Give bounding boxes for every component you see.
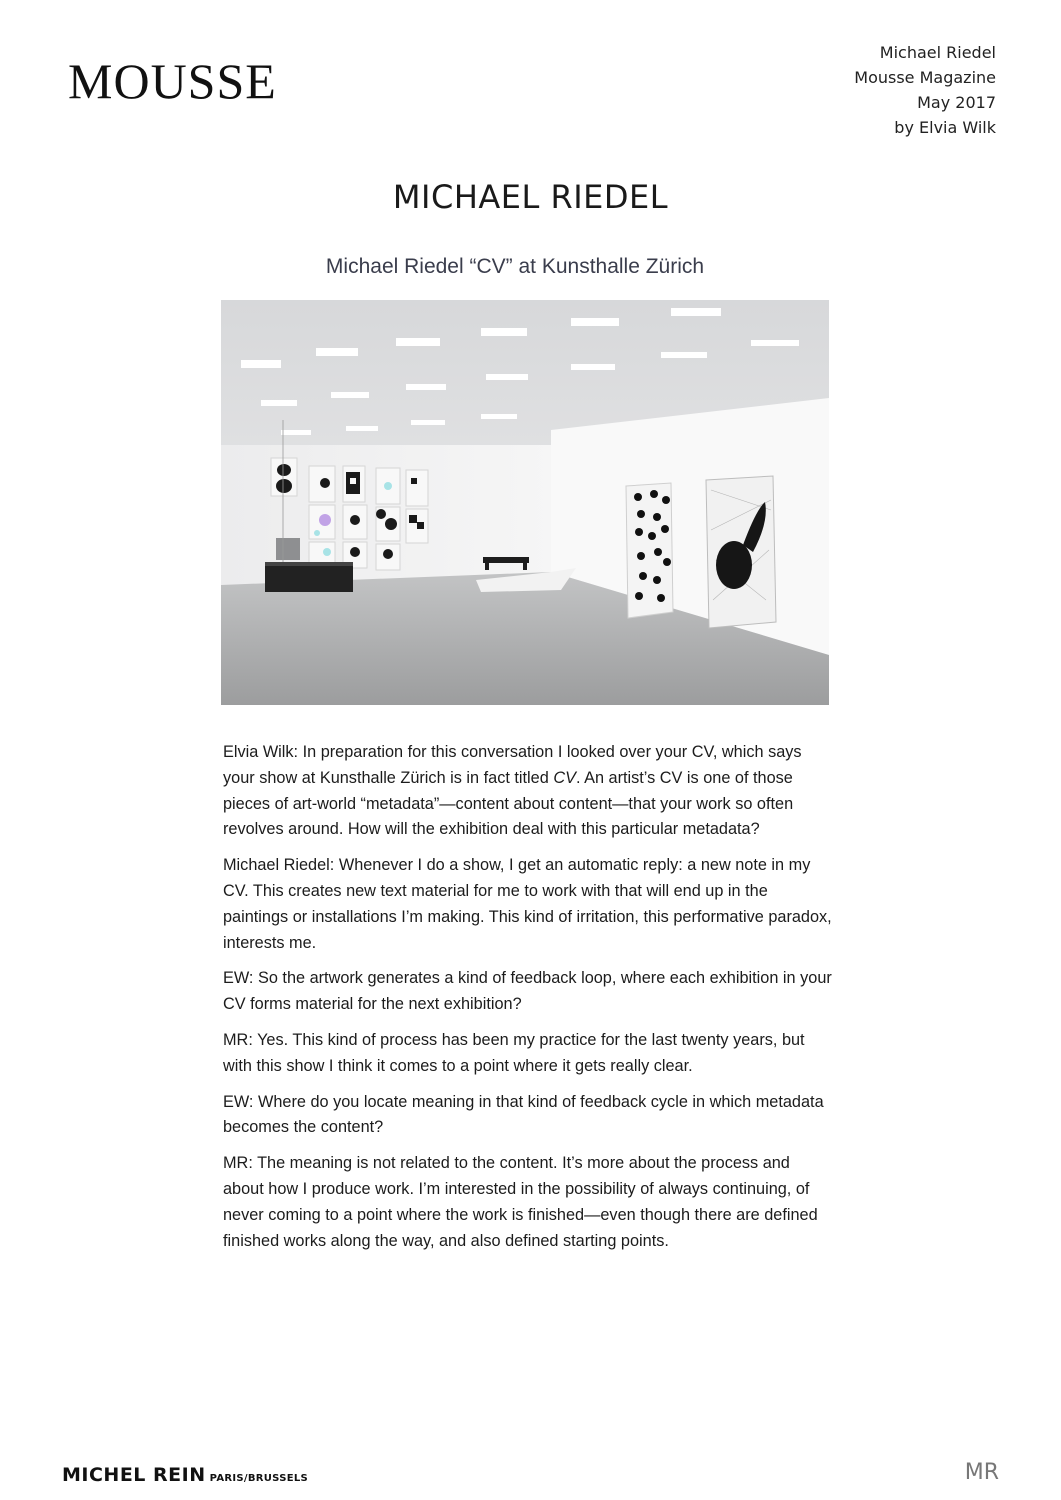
interview-body: [223, 740, 833, 1264]
gallery-footer: [62, 1464, 308, 1486]
credit-artist: Michael Riedel: [879, 43, 996, 62]
paragraph-answer-3: MR: The meaning is not related to the content. It’s more about the process and about how I produce work. I’m interested in the possibility of always continuing, of never coming to a point where the work is finished—even though there are defined finished works along the way, and also defined starting points.: [223, 1154, 818, 1250]
credit-date: May 2017: [917, 93, 996, 112]
credit-publication: Mousse Magazine: [854, 68, 996, 87]
paragraph-question-3: EW: Where do you locate meaning in that kind of feedback cycle in which metadata becomes the content?: [223, 1092, 824, 1137]
article-credits: [854, 40, 996, 140]
gallery-name: MICHEL REIN: [62, 1464, 206, 1486]
paragraph-answer-2: MR: Yes. This kind of process has been my practice for the last twenty years, but with this show I think it comes to a point where it gets really clear.: [223, 1030, 805, 1075]
article-subtitle: Michael Riedel “CV” at Kunsthalle Zürich: [325, 255, 705, 278]
mousse-logo: MOUSSE: [68, 53, 277, 109]
paragraph-answer-1: Michael Riedel: Whenever I do a show, I get an automatic reply: a new note in my CV. This creates new text material for me to work with that will end up in the paintings or installations I’m making. This kind of irritation, this performative paradox, interests me.: [223, 856, 832, 952]
paragraph-question-2: EW: So the artwork generates a kind of feedback loop, where each exhibition in your CV forms material for the next exhibition?: [223, 969, 832, 1014]
exhibition-photo: [221, 300, 829, 705]
gallery-cities: PARIS/BRUSSELS: [209, 1473, 309, 1484]
gallery-monogram-icon: MR: [964, 1460, 999, 1485]
paragraph-question-1: Elvia Wilk: In preparation for this conversation I looked over your CV, which says your show at Kunsthalle Zürich is in fact titled CV. An artist’s CV is one of those pieces of art-world “metadata”—content about content—that your work so often revolves around. How will the exhibition deal with this particular metadata?: [223, 743, 802, 839]
credit-author: by Elvia Wilk: [894, 118, 996, 137]
page-title: MICHAEL RIEDEL: [392, 178, 669, 216]
cv-title-italic: CV: [553, 768, 576, 787]
